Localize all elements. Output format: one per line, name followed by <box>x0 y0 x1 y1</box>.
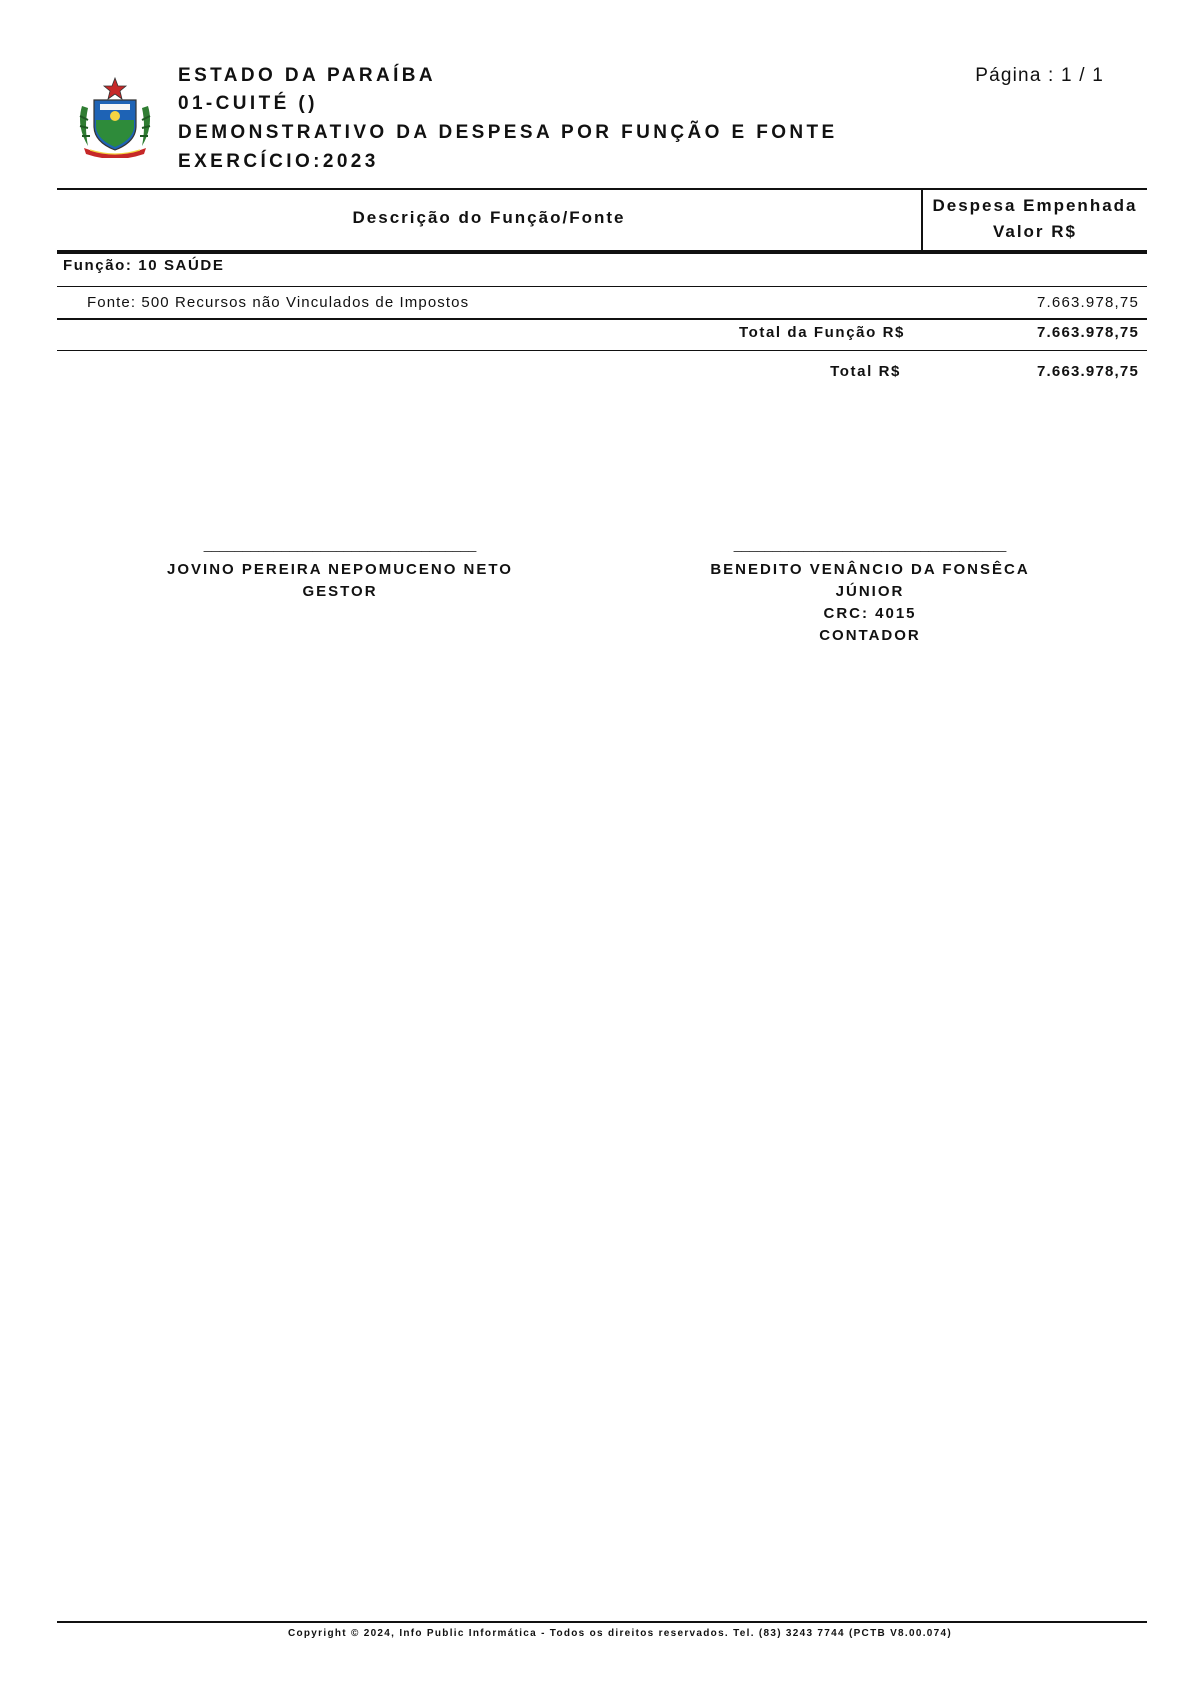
signer-crc: CRC: 4015 <box>823 605 917 622</box>
value-header-line2: Valor R$ <box>992 222 1078 241</box>
grand-total-label: Total R$ <box>830 363 901 380</box>
signature-block-gestor <box>160 533 520 603</box>
footer-divider <box>57 1621 1147 1623</box>
signer-name: JOVINO PEREIRA NEPOMUCENO NETO <box>167 561 513 578</box>
description-column-header: Descrição do Função/Fonte <box>352 208 626 227</box>
row-divider <box>57 350 1147 351</box>
value-header-line1: Despesa Empenhada <box>932 196 1138 215</box>
value-column-header <box>923 193 1147 245</box>
fonte-row-value: 7.663.978,75 <box>1037 294 1139 311</box>
coat-of-arms-icon <box>74 76 156 158</box>
report-title: DEMONSTRATIVO DA DESPESA POR FUNÇÃO E FONTE <box>178 122 838 143</box>
page-number: Página : 1 / 1 <box>975 65 1104 86</box>
signature-line: ___________________________________ <box>203 536 477 552</box>
signature-block-contador <box>690 533 1050 647</box>
signer-role: CONTADOR <box>819 627 921 644</box>
function-label: Função: 10 SAÚDE <box>63 257 225 274</box>
signature-line: ___________________________________ <box>733 536 1007 552</box>
row-divider <box>57 286 1147 287</box>
fonte-row-label: Fonte: 500 Recursos não Vinculados de Impostos <box>87 294 470 311</box>
function-total-label: Total da Função R$ <box>738 324 905 341</box>
state-name: ESTADO DA PARAÍBA <box>178 65 437 86</box>
grand-total-value: 7.663.978,75 <box>1037 363 1139 380</box>
entity-name: 01-CUITÉ () <box>178 93 318 114</box>
row-divider <box>57 318 1147 320</box>
fiscal-year: EXERCÍCIO:2023 <box>178 151 379 172</box>
signer-name: BENEDITO VENÂNCIO DA FONSÊCA JÚNIOR <box>710 561 1030 600</box>
signer-role: GESTOR <box>302 583 378 600</box>
function-total-value: 7.663.978,75 <box>1037 324 1139 341</box>
copyright-notice: Copyright © 2024, Info Public Informática - Todos os direitos reservados. Tel. (83) 3243 7744 (PCTB V8.00.074) <box>287 1628 953 1639</box>
